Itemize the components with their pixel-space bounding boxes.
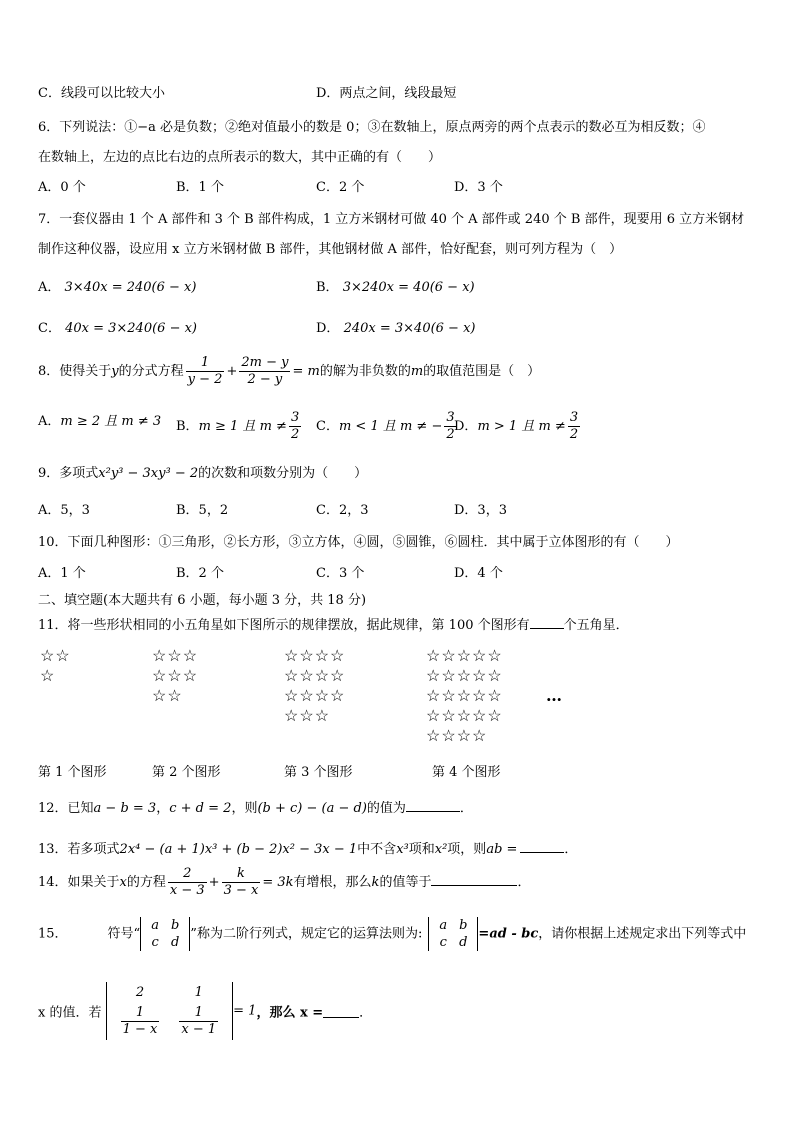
q11-post: 个五角星． — [563, 618, 629, 633]
q7-option-a-label: A． — [38, 280, 61, 295]
q7-option-d — [316, 317, 476, 336]
q13-x2: x² — [434, 842, 448, 857]
q7-option-c — [38, 317, 197, 336]
star-figure-3: ☆☆☆☆ ☆☆☆☆ ☆☆☆☆ ☆☆☆ — [284, 646, 346, 725]
q14-var-k: k — [371, 875, 380, 890]
q13-pre: 13．若多项式 — [38, 842, 120, 857]
q7-line1: 7．一套仪器由 1 个 A 部件和 3 个 B 部件构成，1 立方米钢材可做 40 个 A 部件或 240 个 B 部件，现要用 6 立方米钢材 — [38, 212, 745, 227]
q15-eq1: = 1 — [233, 1003, 257, 1019]
q11-stem — [38, 614, 629, 633]
q14-post2: 的值等于 — [379, 875, 432, 890]
q8-option-c-label: C． — [316, 419, 339, 434]
q8-option-a — [38, 410, 161, 429]
q13-end: ． — [564, 842, 578, 857]
q8-option-c-expr: m < 1 且 m ≠ − — [338, 419, 443, 434]
q15-post: ，请你根据上述规定求出下列等式中 — [538, 926, 747, 942]
q10-option-a: A．1 个 — [38, 566, 86, 581]
q15-number: 15． — [38, 926, 68, 942]
q10-option-d: D．4 个 — [454, 566, 503, 581]
q15-end: ． — [359, 1005, 373, 1021]
q15-rule: =ad - bc — [478, 926, 539, 942]
q12-pre: 12．已知 — [38, 801, 94, 816]
q14-fraction-2: $\frac{k}{3 - x}$ — [223, 866, 259, 898]
q13-stem — [38, 838, 577, 857]
q14-var-x: x — [119, 875, 127, 890]
figure-caption-1: 第 1 个图形 — [38, 765, 107, 780]
q8-var-m: m — [410, 364, 424, 379]
q11-pre: 11．将一些形状相同的小五角星如下图所示的规律摆放，据此规律，第 100 个图形有 — [38, 618, 530, 633]
q13-x3: x³ — [396, 842, 409, 857]
q15-line2-pre: x 的值．若 — [38, 1005, 102, 1021]
q9-expression: x²y³ − 3xy³ − 2 — [98, 466, 199, 481]
q15-line2 — [38, 982, 372, 1040]
q15-matrix: 2 1 $\frac{1}{1 - x}$ $\frac{1}{x - 1}$ — [106, 982, 234, 1040]
q14-eq: = 3k — [262, 875, 294, 890]
q8-option-a-label: A． — [38, 414, 61, 429]
q6-option-c: C．2 个 — [316, 180, 365, 195]
q12-sep: ， — [156, 801, 170, 816]
q8-mid: 的分式方程 — [118, 364, 184, 379]
q8-option-a-expr: m ≥ 2 且 m ≠ 3 — [60, 414, 162, 429]
q8-option-d-expr: m > 1 且 m ≠ — [477, 419, 566, 434]
q8-option-d-label: D． — [454, 419, 478, 434]
q5-option-d: D．两点之间，线段最短 — [316, 86, 457, 101]
q14-end: ． — [517, 875, 531, 890]
q9-option-b: B．5，2 — [176, 503, 229, 518]
q5-option-c: C．线段可以比较大小 — [38, 86, 165, 101]
q6-option-a: A．0 个 — [38, 180, 86, 195]
q14-pre: 14．如果关于 — [38, 875, 120, 890]
q13-ab: ab = — [486, 842, 518, 857]
q14-mid: 的方程 — [126, 875, 166, 890]
q6-line2: 在数轴上，左边的点比右边的点所表示的数大，其中正确的有（ ） — [38, 150, 442, 165]
star-figure-1: ☆☆ ☆ — [40, 646, 71, 685]
q15-determinant-rule: a b c d — [428, 917, 478, 951]
q14-plus: + — [208, 875, 220, 890]
q11-answer-blank[interactable] — [530, 616, 564, 629]
q7-option-d-label: D． — [316, 321, 340, 336]
q6-option-d: D．3 个 — [454, 180, 503, 195]
q8-var-y: y — [111, 364, 119, 379]
q8-stem — [38, 355, 540, 388]
star-figure-4: ☆☆☆☆☆ ☆☆☆☆☆ ☆☆☆☆☆ ☆☆☆☆☆ ☆☆☆☆ — [426, 646, 503, 745]
q7-line2: 制作这种仪器，设应用 x 立方米钢材做 B 部件，其他钢材做 A 部件，恰好配套，则可列方程为（ ） — [38, 242, 623, 257]
q8-suffix2: 的取值范围是（ ） — [423, 364, 541, 379]
q7-option-b-label: B． — [316, 280, 339, 295]
q8-eq-m: = m — [292, 364, 320, 379]
q15-symbol-open: 符号“ — [107, 926, 141, 942]
q8-option-b — [176, 410, 303, 443]
section-2-heading: 二、填空题(本大题共有 6 小题，每小题 3 分，共 18 分) — [38, 593, 367, 608]
q14-stem — [38, 866, 530, 899]
q12-then: ，则 — [231, 801, 258, 816]
q13-answer-blank[interactable] — [520, 840, 564, 853]
q9-option-c: C．2，3 — [316, 503, 369, 518]
figure-caption-3: 第 3 个图形 — [284, 765, 353, 780]
q7-option-a-equation: 3×40x = 240(6 − x) — [64, 280, 197, 295]
q8-option-b-label: B． — [176, 419, 199, 434]
q14-post1: 有增根，那么 — [293, 875, 372, 890]
q15-answer-blank[interactable] — [323, 1005, 359, 1018]
q15-then: ，那么 x = — [256, 1005, 324, 1021]
q8-option-b-expr: m ≥ 1 且 m ≠ — [198, 419, 287, 434]
q8-suffix1: 的解为非负数的 — [319, 364, 411, 379]
q15-line1 — [38, 917, 746, 951]
q12-cond1: a − b = 3 — [93, 801, 157, 816]
q10-stem: 10．下面几种图形：①三角形，②长方形，③立方体，④圆，⑤圆锥，⑥圆柱．其中属于立体图形的有（ ） — [38, 535, 679, 550]
q12-answer-blank[interactable] — [406, 799, 460, 812]
q9-prefix: 9．多项式 — [38, 466, 99, 481]
q13-post: 项，则 — [447, 842, 487, 857]
q12-expression: (b + c) − (a − d) — [257, 801, 367, 816]
q7-option-c-equation: 40x = 3×240(6 − x) — [65, 321, 198, 336]
q10-option-b: B．2 个 — [176, 566, 224, 581]
q7-option-a — [38, 276, 196, 295]
q8-option-d-fraction: $\frac{3}{2}$ — [569, 410, 579, 442]
figure-caption-4: 第 4 个图形 — [432, 765, 501, 780]
q13-and: 项和 — [408, 842, 435, 857]
q8-option-c — [316, 410, 459, 443]
q9-suffix: 的次数和项数分别为（ ） — [198, 466, 368, 481]
q8-option-b-fraction: $\frac{3}{2}$ — [290, 410, 300, 442]
q14-answer-blank[interactable] — [431, 873, 517, 886]
q8-option-c-fraction: $\frac{3}{2}$ — [446, 410, 455, 442]
q9-option-a: A．5，3 — [38, 503, 90, 518]
q7-option-d-equation: 240x = 3×40(6 − x) — [343, 321, 476, 336]
q8-prefix: 8．使得关于 — [38, 364, 112, 379]
q9-stem — [38, 462, 367, 481]
star-figure-2: ☆☆☆ ☆☆☆ ☆☆ — [152, 646, 199, 705]
q10-option-c: C．3 个 — [316, 566, 365, 581]
star-ellipsis: … — [546, 686, 562, 705]
q15-determinant-symbol: a b c d — [140, 917, 190, 951]
q8-fraction-2: $\frac{2m - y}{2 - y}$ — [241, 355, 289, 387]
q7-option-c-label: C． — [38, 321, 61, 336]
q13-expression: 2x⁴ − (a + 1)x³ + (b − 2)x² − 3x − 1 — [119, 842, 358, 857]
q7-option-b-equation: 3×240x = 40(6 − x) — [342, 280, 475, 295]
q15-mid: ”称为二阶行列式，规定它的运算法则为: — [190, 926, 423, 942]
q7-option-b — [316, 276, 475, 295]
q6-line1: 6．下列说法：①−a 必是负数；②绝对值最小的数是 0；③在数轴上，原点两旁的两个点表示的数必互为相反数；④ — [38, 120, 706, 135]
q12-end: ． — [459, 801, 473, 816]
q13-mid: 中不含 — [357, 842, 397, 857]
q8-option-d — [454, 410, 582, 443]
q9-option-d: D．3，3 — [454, 503, 507, 518]
q6-option-b: B．1 个 — [176, 180, 224, 195]
figure-caption-2: 第 2 个图形 — [152, 765, 221, 780]
q8-plus: + — [226, 364, 238, 379]
q12-post: 的值为 — [366, 801, 406, 816]
q14-fraction-1: $\frac{2}{x - 3}$ — [169, 866, 205, 898]
q12-cond2: c + d = 2 — [169, 801, 232, 816]
q8-fraction-1: $\frac{1}{y - 2}$ — [187, 355, 223, 387]
q12-stem — [38, 797, 473, 816]
